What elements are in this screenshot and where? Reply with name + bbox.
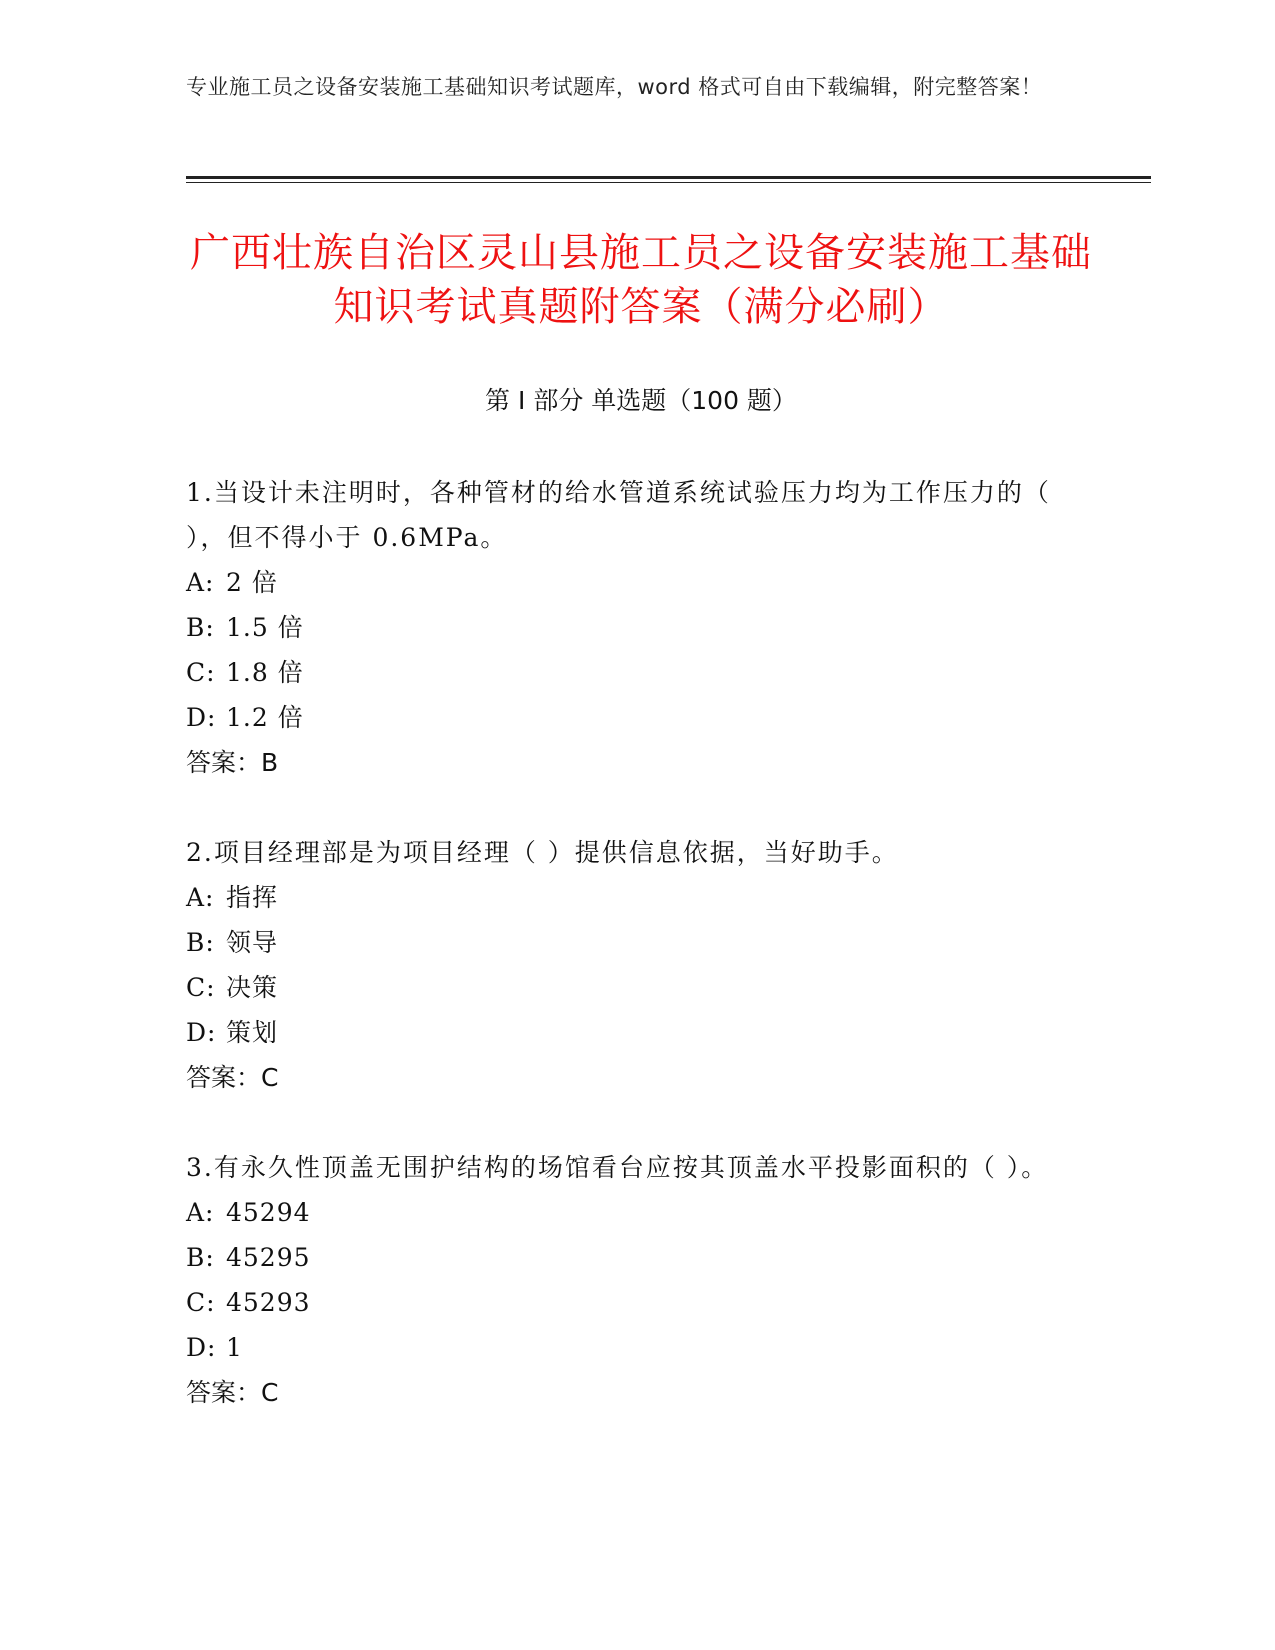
question-list [186, 470, 1066, 1460]
option-text: 45293 [226, 1288, 311, 1317]
section-title: 第 I 部分 单选题（100 题） [485, 386, 797, 415]
header-divider-thick [186, 176, 1151, 179]
option-b [186, 605, 1066, 650]
option-letter: D: [186, 1018, 217, 1047]
option-letter: A: [186, 1198, 215, 1227]
option-letter: A: [186, 568, 215, 597]
option-text: 45294 [226, 1198, 311, 1227]
question-2 [186, 830, 1066, 1100]
answer-line: 答案：B [186, 748, 279, 777]
option-c [186, 1280, 1066, 1325]
option-letter: B: [186, 613, 215, 642]
option-a [186, 875, 1066, 920]
option-a [186, 560, 1066, 605]
option-text: 1 [226, 1333, 243, 1362]
answer-line: 答案：C [186, 1378, 279, 1407]
option-text: 决策 [226, 973, 279, 1002]
option-text: 2 倍 [226, 568, 278, 597]
option-letter: C: [186, 658, 216, 687]
option-text: 领导 [226, 928, 279, 957]
option-c [186, 965, 1066, 1010]
option-letter: B: [186, 1243, 215, 1272]
question-stem: 2.项目经理部是为项目经理（ ）提供信息依据，当好助手。 [186, 838, 899, 867]
option-letter: D: [186, 1333, 217, 1362]
question-1 [186, 470, 1066, 785]
option-text: 45295 [226, 1243, 311, 1272]
option-text: 1.8 倍 [226, 658, 304, 687]
option-c [186, 650, 1066, 695]
question-3 [186, 1145, 1066, 1415]
option-a [186, 1190, 1066, 1235]
header-divider-thin [186, 182, 1151, 183]
option-letter: B: [186, 928, 215, 957]
option-d [186, 695, 1066, 740]
header-note: 专业施工员之设备安装施工基础知识考试题库，word 格式可自由下载编辑，附完整答案！ [186, 75, 1043, 99]
option-b [186, 1235, 1066, 1280]
option-text: 1.2 倍 [226, 703, 304, 732]
option-d [186, 1010, 1066, 1055]
option-d [186, 1325, 1066, 1370]
option-b [186, 920, 1066, 965]
option-letter: C: [186, 973, 216, 1002]
option-text: 1.5 倍 [226, 613, 304, 642]
answer-line: 答案：C [186, 1063, 279, 1092]
document-title: 广西壮族自治区灵山县施工员之设备安装施工基础知识考试真题附答案（满分必刷） [190, 230, 1092, 330]
question-stem: 1.当设计未注明时，各种管材的给水管道系统试验压力均为工作压力的（ ），但不得小于 0.6MPa。 [186, 478, 1051, 552]
question-stem: 3.有永久性顶盖无围护结构的场馆看台应按其顶盖水平投影面积的（ ）。 [186, 1153, 1049, 1182]
option-letter: A: [186, 883, 215, 912]
option-letter: C: [186, 1288, 216, 1317]
option-text: 指挥 [226, 883, 279, 912]
option-letter: D: [186, 703, 217, 732]
option-text: 策划 [226, 1018, 279, 1047]
